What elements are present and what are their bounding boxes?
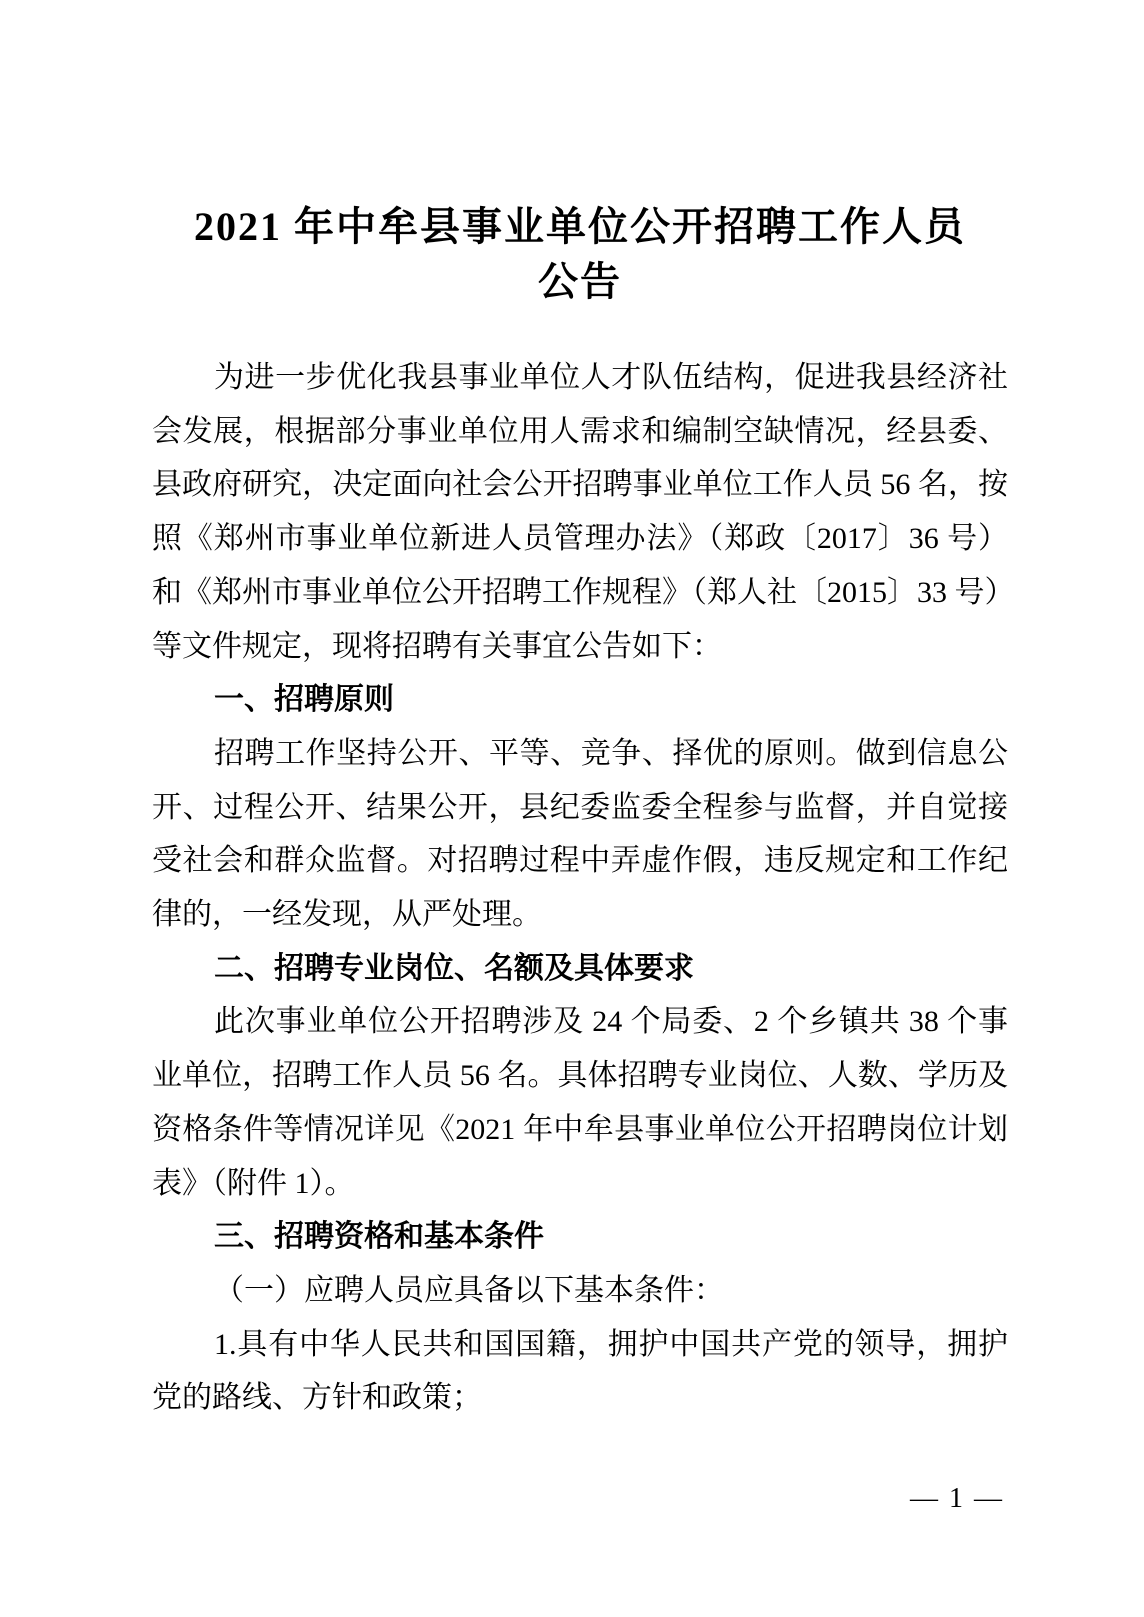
title-line-2: 公告 [538, 259, 622, 304]
paragraph-5-line-1: 1.具有中华人民共和国国籍，拥护中国共产党的领导，拥护 [214, 1327, 1008, 1361]
paragraph-1-line-4: 照《郑州市事业单位新进人员管理办法》（郑政〔2017〕36 号） [152, 522, 1008, 556]
document-title [0, 0, 1144, 309]
paragraph-2-line-1: 招聘工作坚持公开、平等、竞争、择优的原则。做到信息公 [214, 736, 1008, 770]
paragraph-2-line-4: 律的，一经发现，从严处理。 [152, 898, 542, 932]
paragraph-2-line-2: 开、过程公开、结果公开，县纪委监委全程参与监督，并自觉接 [152, 790, 1008, 824]
paragraph-1-line-2: 会发展，根据部分事业单位用人需求和编制空缺情况，经县委、 [152, 414, 1008, 448]
section-heading-3: 三、招聘资格和基本条件 [214, 1220, 544, 1254]
section-heading-2: 二、招聘专业岗位、名额及具体要求 [214, 951, 694, 985]
title-line-1: 2021 年中牟县事业单位公开招聘工作人员 [194, 204, 966, 249]
paragraph-1-line-6: 等文件规定，现将招聘有关事宜公告如下： [152, 629, 722, 663]
document-body [0, 351, 1144, 1425]
paragraph-3-line-1: 此次事业单位公开招聘涉及 24 个局委、2 个乡镇共 38 个事 [214, 1005, 1008, 1039]
paragraph-3-line-4: 表》（附件 1）。 [152, 1166, 355, 1200]
paragraph-2-line-3: 受社会和群众监督。对招聘过程中弄虚作假，违反规定和工作纪 [152, 844, 1008, 878]
paragraph-1-line-3: 县政府研究，决定面向社会公开招聘事业单位工作人员 56 名，按 [152, 468, 1008, 502]
paragraph-1-line-5: 和《郑州市事业单位公开招聘工作规程》（郑人社〔2015〕33 号） [152, 575, 1015, 609]
page-number: — 1 — [910, 1483, 1004, 1514]
paragraph-5-line-2: 党的路线、方针和政策； [152, 1381, 482, 1415]
paragraph-1-line-1: 为进一步优化我县事业单位人才队伍结构，促进我县经济社 [214, 361, 1008, 394]
paragraph-3-line-2: 业单位，招聘工作人员 56 名。具体招聘专业岗位、人数、学历及 [152, 1059, 1008, 1093]
paragraph-4-line-1: （一）应聘人员应具备以下基本条件： [214, 1273, 724, 1307]
section-heading-1: 一、招聘原则 [214, 683, 394, 717]
paragraph-3-line-3: 资格条件等情况详见《2021 年中牟县事业单位公开招聘岗位计划 [152, 1112, 1008, 1146]
